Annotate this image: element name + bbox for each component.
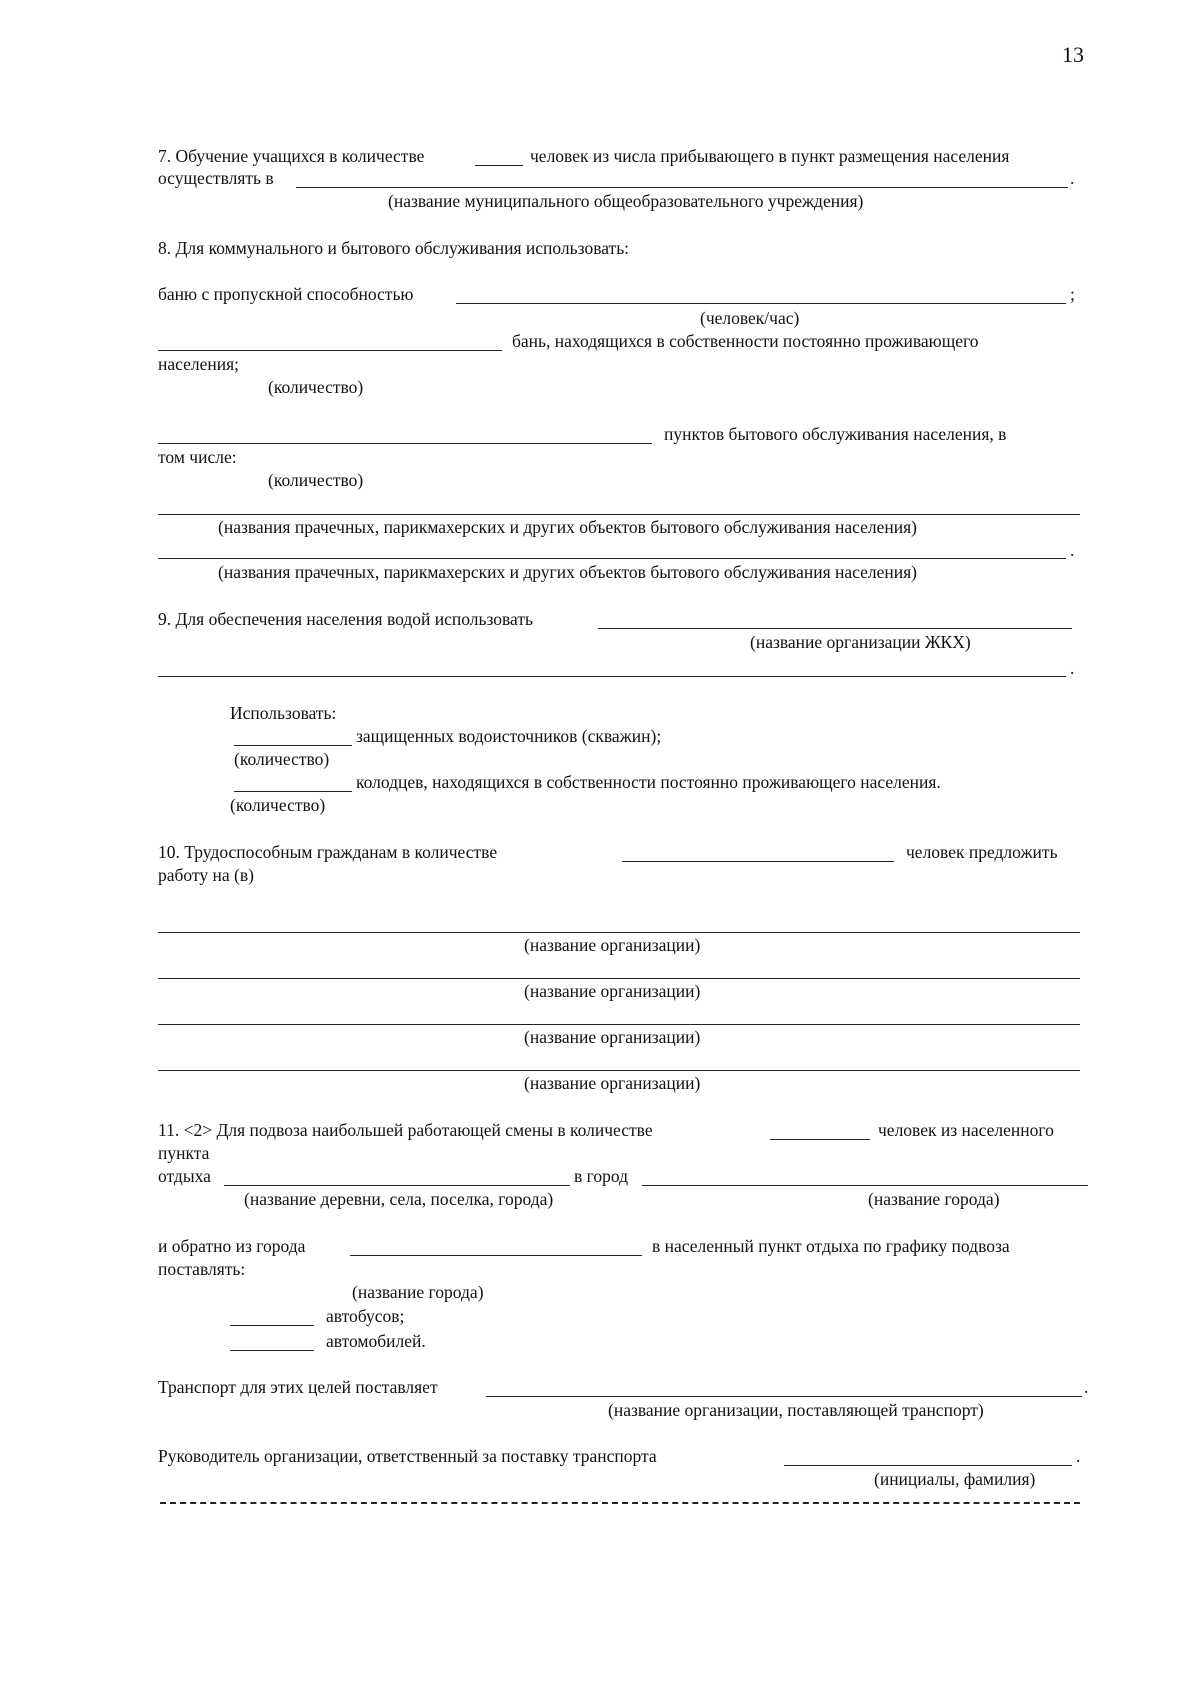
s10-org-blank-3[interactable] <box>158 1024 1080 1025</box>
s11-transport-end: . <box>1084 1377 1089 1397</box>
s11-line1-start: 11. <2> Для подвоза наибольшей работающей смены в количестве <box>158 1120 653 1140</box>
s8-points-count-blank[interactable] <box>158 443 652 444</box>
s8-bath-end: ; <box>1070 284 1075 304</box>
s11-city-caption: (название города) <box>868 1189 1000 1209</box>
s11-head-label: Руководитель организации, ответственный за поставку транспорта <box>158 1446 657 1466</box>
s10-org-caption-4: (название организации) <box>524 1073 701 1093</box>
s7-count-blank[interactable] <box>475 165 523 166</box>
s11-cars: автомобилей. <box>326 1331 426 1351</box>
s11-village-blank[interactable] <box>224 1185 570 1186</box>
s10-org-blank-4[interactable] <box>158 1070 1080 1071</box>
s9-pits-caption: (количество) <box>230 795 326 815</box>
s11-back-end: в населенный пункт отдыха по графику подвоза <box>652 1236 1010 1256</box>
s11-count-blank[interactable] <box>770 1139 870 1140</box>
s8-bath-capacity-blank[interactable] <box>456 303 1066 304</box>
s9-wells-text: защищенных водоисточников (скважин); <box>356 726 662 746</box>
footnote-separator <box>160 1502 1080 1504</box>
s9-org-blank[interactable] <box>598 628 1072 629</box>
s11-village-caption: (название деревни, села, поселка, города) <box>244 1189 554 1209</box>
s10-org-caption-3: (название организации) <box>524 1027 701 1047</box>
s10-org-caption-1: (название организации) <box>524 935 701 955</box>
s7-line2-period: . <box>1070 168 1075 188</box>
page-number: 13 <box>1062 42 1084 67</box>
s8-bath-label: баню с пропускной способностью <box>158 284 414 304</box>
s10-org-caption-2: (название организации) <box>524 981 701 1001</box>
s11-back-start: и обратно из города <box>158 1236 306 1256</box>
s8-baths-text: бань, находящихся в собственности постоянно проживающего <box>512 331 979 351</box>
s9-use-label: Использовать: <box>230 703 337 723</box>
s10-line1-start: 10. Трудоспособным гражданам в количестве <box>158 842 498 862</box>
s8-laundry-caption-1: (названия прачечных, парикмахерских и других объектов бытового обслуживания населения) <box>218 517 917 537</box>
s8-points-text: пунктов бытового обслуживания населения, в <box>664 424 1007 444</box>
s11-line2: пункта <box>158 1143 210 1163</box>
s8-laundry-blank-2[interactable] <box>158 558 1066 559</box>
s11-cars-count-blank[interactable] <box>230 1350 314 1351</box>
s10-line2: работу на (в) <box>158 865 254 885</box>
s11-line1-end: человек из населенного <box>878 1120 1054 1140</box>
s10-line1-end: человек предложить <box>906 842 1058 862</box>
s11-buses: автобусов; <box>326 1306 405 1326</box>
s8-heading: 8. Для коммунального и бытового обслуживания использовать: <box>158 238 630 258</box>
s7-line1-start: 7. Обучение учащихся в количестве <box>158 146 425 166</box>
s11-back-supply: поставлять: <box>158 1259 246 1279</box>
s11-line3-to-city: в город <box>574 1166 629 1186</box>
s9-wells-count-blank[interactable] <box>234 745 352 746</box>
s9-org-blank-2[interactable] <box>158 676 1066 677</box>
s11-transport-label: Транспорт для этих целей поставляет <box>158 1377 438 1397</box>
s9-wells-caption: (количество) <box>234 749 330 769</box>
s11-head-caption: (инициалы, фамилия) <box>874 1469 1036 1489</box>
s8-laundry-caption-2: (названия прачечных, парикмахерских и других объектов бытового обслуживания населения) <box>218 562 917 582</box>
s8-laundry-end: . <box>1070 540 1075 560</box>
s11-back-city-blank[interactable] <box>350 1255 642 1256</box>
s8-baths-count-blank[interactable] <box>158 350 502 351</box>
s11-transport-caption: (название организации, поставляющей транспорт) <box>608 1400 984 1420</box>
s11-head-end: . <box>1076 1446 1081 1466</box>
s8-laundry-blank-1[interactable] <box>158 514 1080 515</box>
s11-head-name-blank[interactable] <box>784 1465 1072 1466</box>
s8-bath-caption: (человек/час) <box>700 308 800 328</box>
s11-line3-label: отдыха <box>158 1166 211 1186</box>
s11-city-blank[interactable] <box>642 1185 1088 1186</box>
s7-school-blank[interactable] <box>296 187 1068 188</box>
s10-count-blank[interactable] <box>622 861 894 862</box>
s8-baths-text2: населения; <box>158 354 240 374</box>
s11-buses-count-blank[interactable] <box>230 1325 314 1326</box>
s11-back-caption: (название города) <box>352 1282 484 1302</box>
s10-org-blank-1[interactable] <box>158 932 1080 933</box>
s8-points-caption: (количество) <box>268 470 364 490</box>
s8-baths-caption: (количество) <box>268 377 364 397</box>
s7-line2-label: осуществлять в <box>158 168 274 188</box>
s9-pits-count-blank[interactable] <box>234 791 352 792</box>
s10-org-blank-2[interactable] <box>158 978 1080 979</box>
s9-caption: (название организации ЖКХ) <box>750 632 971 652</box>
s11-transport-org-blank[interactable] <box>486 1396 1082 1397</box>
s7-line1-end: человек из числа прибывающего в пункт размещения населения <box>530 146 1010 166</box>
s9-end: . <box>1070 658 1075 678</box>
s9-line1: 9. Для обеспечения населения водой использовать <box>158 609 533 629</box>
s9-pits-text: колодцев, находящихся в собственности постоянно проживающего населения. <box>356 772 941 792</box>
s7-caption: (название муниципального общеобразовательного учреждения) <box>388 191 864 211</box>
s8-points-text2: том числе: <box>158 447 237 467</box>
